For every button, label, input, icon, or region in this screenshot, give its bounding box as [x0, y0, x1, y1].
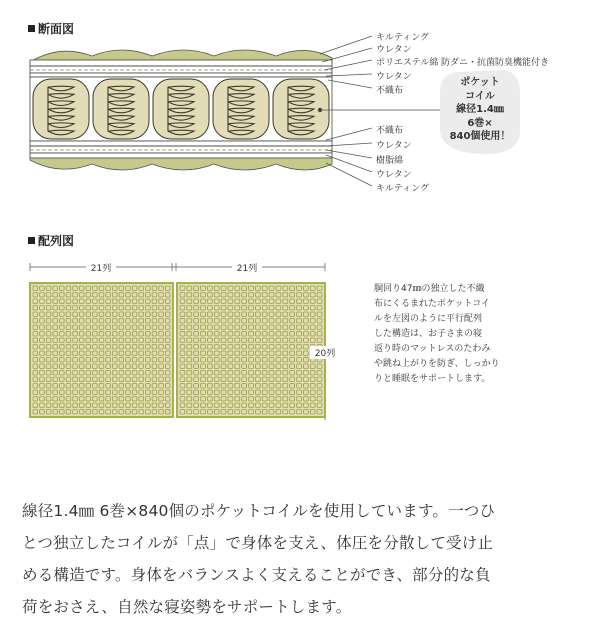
bottom-leader-lines [326, 128, 372, 186]
layout-diagram [0, 250, 360, 425]
coil-badge-line-1: ポケット [460, 77, 500, 88]
layout-section-title: 配列図 [28, 232, 74, 249]
bottom-resin-cotton-layer [30, 146, 332, 153]
rows-label: 20列 [310, 346, 340, 359]
layout-description-line: ルを左図のように平行配列 [374, 314, 483, 324]
layout-description-line: 布にくるまれたポケットコイ [374, 299, 490, 309]
layout-description-line: りと睡眠をサポートします。 [374, 374, 491, 384]
columns-left-label: 21列 [90, 264, 112, 274]
layout-description-line: や跳ね上がりを防ぎ、しっかり [374, 359, 500, 369]
coil-badge [440, 76, 520, 144]
square-bullet-icon [28, 237, 35, 244]
pocket-coils [33, 79, 329, 139]
bottom-layer-label-resin-cotton: 樹脂綿 [376, 156, 404, 166]
bottom-quilting-layer [30, 158, 332, 170]
top-layer-label-urethane: ウレタン [376, 45, 412, 55]
cross-section-title: 断面図 [28, 20, 74, 37]
bottom-layer-label-nonwoven: 不織布 [376, 126, 404, 136]
paragraph-line: とつ独立したコイルが「点」で身体を支え、体圧を分散して受け止 [22, 534, 494, 552]
coil-badge-line-4: 6巻× [467, 117, 493, 129]
top-layer-label-urethane-2: ウレタン [376, 72, 412, 82]
paragraph-line: 荷をおさえ、自然な寝姿勢をサポートします。 [22, 598, 352, 616]
top-polyester-layer [30, 66, 332, 73]
top-layer-label-polyester: ポリエステル綿 防ダニ・抗菌防臭機能付き [376, 58, 550, 68]
layout-description-line: した構造は、お子さまの寝 [374, 329, 483, 339]
top-layer-label-quilting: キルティング [376, 33, 430, 43]
coil-badge-line-3: 線径1.4㎜ [456, 104, 504, 115]
layout-description [374, 282, 514, 387]
layout-description-line: 胴回り47㎜の独立した不織 [374, 284, 485, 294]
bottom-layer-label-urethane: ウレタン [376, 141, 412, 151]
paragraph-line: める構造です。身体をバランスよく支えることができ、部分的な負 [22, 566, 491, 584]
top-layer-label-nonwoven: 不織布 [376, 86, 404, 96]
paragraph-line: 線径1.4㎜ 6巻×840個のポケットコイルを使用しています。一つひ [22, 502, 496, 520]
layout-description-line: 返り時のマットレスのたわみ [374, 344, 491, 354]
description-paragraph [22, 495, 582, 623]
bottom-urethane-layer-2 [30, 153, 332, 158]
columns-right-label: 21列 [236, 264, 258, 274]
bottom-layer-label-urethane-2: ウレタン [376, 170, 412, 180]
coil-badge-line-5: 840個使用！ [449, 131, 511, 142]
bottom-urethane-layer [30, 141, 332, 146]
top-urethane-layer-2 [30, 73, 332, 77]
top-urethane-layer [30, 60, 332, 66]
bottom-layer-label-quilting: キルティング [376, 184, 430, 194]
coil-badge-line-2: コイル [465, 90, 495, 102]
